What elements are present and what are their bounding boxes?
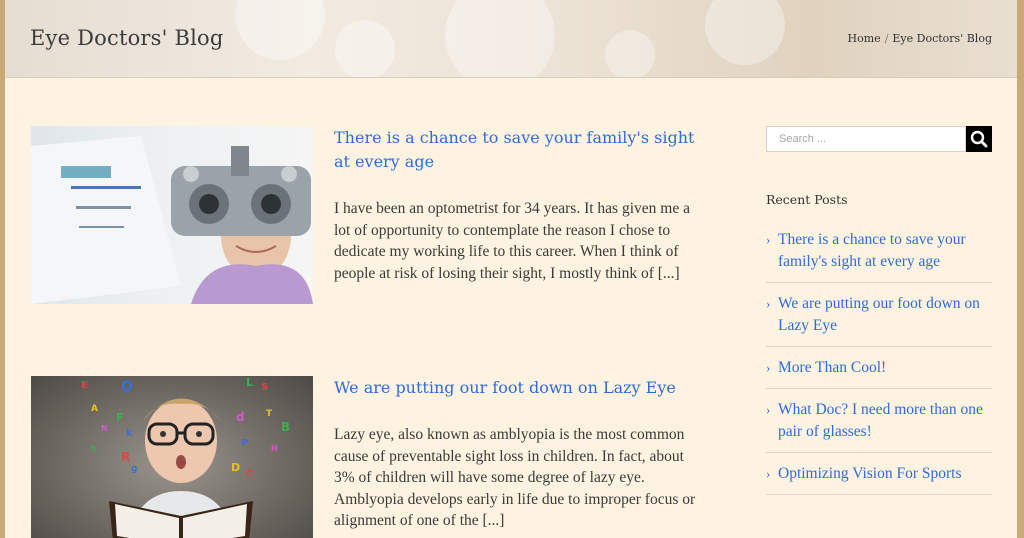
- svg-text:C: C: [246, 469, 253, 479]
- breadcrumb-home-link[interactable]: Home: [847, 32, 881, 45]
- page: [5, 0, 1017, 538]
- post-title-link[interactable]: We are putting our foot down on Lazy Eye: [334, 378, 676, 397]
- svg-text:R: R: [121, 450, 131, 464]
- sidebar: [766, 126, 992, 495]
- chevron-right-icon: ›: [766, 360, 771, 375]
- chevron-right-icon: ›: [766, 296, 771, 311]
- post-content: [334, 376, 699, 532]
- search-icon: [966, 126, 992, 152]
- post-content: [334, 126, 699, 284]
- chevron-right-icon: ›: [766, 402, 771, 417]
- header-decoration: [445, 0, 555, 78]
- header-decoration: [705, 0, 785, 65]
- header-decoration: [235, 0, 325, 60]
- post-thumbnail-child-reading[interactable]: [31, 376, 313, 538]
- recent-post-link[interactable]: What Doc? I need more than one pair of glasses!: [778, 401, 983, 440]
- recent-posts-heading: Recent Posts: [766, 192, 848, 207]
- recent-post-item[interactable]: [766, 347, 992, 389]
- svg-text:E: E: [81, 380, 88, 391]
- breadcrumb-current: Eye Doctors' Blog: [892, 32, 992, 45]
- recent-post-item[interactable]: [766, 229, 992, 283]
- svg-text:P: P: [241, 438, 249, 449]
- post-excerpt: Lazy eye, also known as amblyopia is the most common cause of preventable sight loss in children. In fact, about 3% of children will have some degree of lazy eye. Amblyopia develops early in life due to improper focus or alignment of one of the [...]: [334, 426, 696, 529]
- recent-post-item[interactable]: [766, 389, 992, 453]
- svg-text:O: O: [121, 379, 133, 395]
- svg-text:A: A: [91, 404, 98, 414]
- site-title[interactable]: Eye Doctors' Blog: [30, 26, 224, 50]
- recent-posts-list: [766, 229, 992, 495]
- svg-text:F: F: [116, 411, 124, 424]
- svg-text:b: b: [91, 444, 97, 453]
- svg-text:N: N: [101, 424, 108, 433]
- recent-post-link[interactable]: Optimizing Vision For Sports: [778, 465, 962, 482]
- svg-text:T: T: [266, 409, 273, 419]
- svg-text:D: D: [231, 461, 241, 474]
- recent-post-item[interactable]: [766, 453, 992, 495]
- header-decoration: [335, 20, 395, 78]
- recent-post-item[interactable]: [766, 283, 992, 347]
- post-excerpt: I have been an optometrist for 34 years. It has given me a lot of opportunity to contemplate the reason I chose to dedicate my working life to this career. When I think of people at risk of losing their sight, I mostly think of [...]: [334, 200, 690, 282]
- recent-post-link[interactable]: We are putting our foot down on Lazy Eye: [778, 295, 980, 334]
- svg-text:L: L: [246, 376, 254, 389]
- svg-text:k: k: [126, 428, 133, 439]
- chevron-right-icon: ›: [766, 232, 771, 247]
- recent-post-link[interactable]: More Than Cool!: [778, 359, 887, 376]
- recent-post-link[interactable]: There is a chance to save your family's sight at every age: [778, 231, 966, 270]
- breadcrumb-separator: /: [884, 32, 889, 45]
- site-header: [5, 0, 1017, 78]
- svg-text:S: S: [261, 382, 269, 393]
- search-form: [766, 126, 992, 152]
- svg-text:g: g: [131, 464, 138, 474]
- header-decoration: [605, 30, 655, 78]
- search-input[interactable]: [766, 126, 966, 152]
- post-thumbnail-eye-exam[interactable]: [31, 126, 313, 304]
- svg-text:B: B: [281, 420, 291, 434]
- breadcrumb: [848, 32, 992, 45]
- search-button[interactable]: [966, 126, 992, 152]
- chevron-right-icon: ›: [766, 466, 771, 481]
- svg-text:d: d: [236, 410, 245, 424]
- svg-text:H: H: [271, 444, 278, 453]
- post-title-link[interactable]: There is a chance to save your family's sight at every age: [334, 128, 695, 171]
